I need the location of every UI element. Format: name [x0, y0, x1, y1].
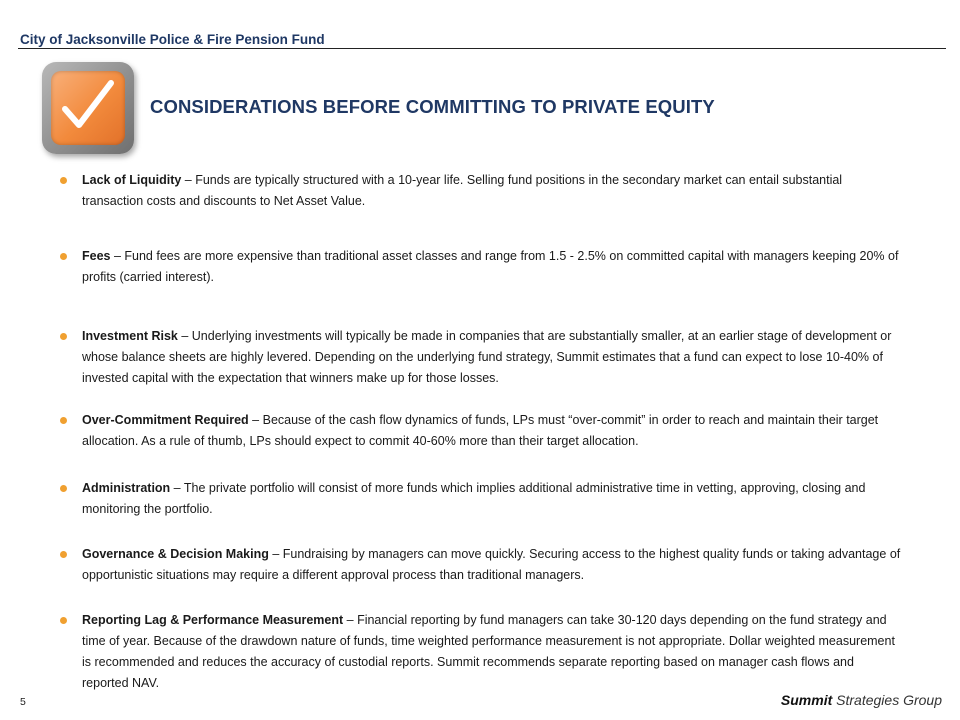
bullet-term: Fees	[82, 249, 111, 263]
bullet-dot-icon	[60, 617, 67, 624]
header-rule	[18, 48, 946, 49]
bullet-body: – Underlying investments will typically be made in companies that are substantially smaller, at an earlier stage of development or whose balance sheets are highly levered. Depending on the underlying fund strategy, Summit estimates that a fund can expect to lose 10-40% of invested capital with the expectation that winners make up for those losses.	[82, 329, 892, 385]
checkmark-tile	[51, 71, 125, 145]
bullet-text	[82, 610, 902, 694]
bullet-body: – Financial reporting by fund managers can take 30-120 days depending on the fund strategy and time of year. Because of the drawdown nature of funds, time weighted performance measurement is not appropriate. Dollar weighted measurement is recommended and reduces the accuracy of custodial reports. Summit recommends separate reporting based on manager cash flows and reported NAV.	[82, 613, 895, 690]
bullet-term: Governance & Decision Making	[82, 547, 269, 561]
bullet-term: Reporting Lag & Performance Measurement	[82, 613, 344, 627]
footer-logo	[781, 692, 942, 708]
header-title: City of Jacksonville Police & Fire Pension Fund	[20, 32, 325, 47]
page-title: CONSIDERATIONS BEFORE COMMITTING TO PRIVATE EQUITY	[150, 96, 715, 117]
bullet-dot-icon	[60, 485, 67, 492]
bullet-text	[82, 246, 902, 288]
footer-brand-rest: Strategies Group	[832, 692, 942, 708]
bullet-dot-icon	[60, 551, 67, 558]
bullet-dot-icon	[60, 253, 67, 260]
bullet-dot-icon	[60, 417, 67, 424]
bullet-dot-icon	[60, 333, 67, 340]
checkmark-icon	[59, 77, 117, 137]
bullet-text	[82, 544, 902, 586]
bullet-term: Administration	[82, 481, 171, 495]
checkmark-logo	[42, 62, 134, 154]
bullet-term: Over-Commitment Required	[82, 413, 249, 427]
bullet-text	[82, 478, 902, 520]
bullet-body: – Funds are typically structured with a 10-year life. Selling fund positions in the secondary market can entail substantial transaction costs and discounts to Net Asset Value.	[82, 173, 843, 208]
footer-brand-bold: Summit	[780, 692, 833, 708]
bullet-body: – The private portfolio will consist of more funds which implies additional administrative time in vetting, approving, closing and monitoring the portfolio.	[82, 481, 866, 516]
bullet-body: – Fundraising by managers can move quickly. Securing access to the highest quality funds or taking advantage of opportunistic situations may require a different approval process than traditional managers.	[82, 547, 901, 582]
bullet-text	[82, 410, 902, 452]
page-number: 5	[20, 696, 26, 708]
bullet-term: Lack of Liquidity	[82, 173, 182, 187]
bullet-term: Investment Risk	[82, 329, 178, 343]
bullet-body: – Because of the cash flow dynamics of funds, LPs must “over-commit” in order to reach and maintain their target allocation. As a rule of thumb, LPs should expect to commit 40-60% more than their target allocation.	[82, 413, 879, 448]
bullet-dot-icon	[60, 177, 67, 184]
bullet-text	[82, 326, 902, 389]
bullet-text	[82, 170, 902, 212]
bullet-body: – Fund fees are more expensive than traditional asset classes and range from 1.5 - 2.5% on committed capital with managers keeping 20% of profits (carried interest).	[82, 249, 899, 284]
